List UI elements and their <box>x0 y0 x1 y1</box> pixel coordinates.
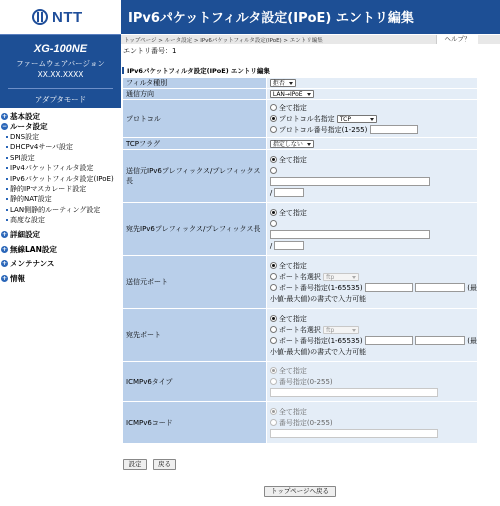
mode-label: アダプタモード <box>8 88 113 105</box>
page-title: IPv6パケットフィルタ設定(IPoE) エントリ編集 <box>128 11 414 26</box>
dst-port-name-radio[interactable] <box>270 326 277 333</box>
icmp-code-input[interactable] <box>270 429 438 438</box>
submenu-label: 静的IPマスカレード設定 <box>10 185 87 194</box>
bullet-icon <box>6 188 8 190</box>
dst-prefix-all-label: 全て指定 <box>278 208 307 217</box>
submenu-label: LAN側静的ルーティング設定 <box>10 205 101 214</box>
icmp-type-input[interactable] <box>270 388 438 397</box>
bullet-icon <box>6 198 8 200</box>
filter-type-select[interactable]: 拒否 <box>270 79 296 87</box>
range-note: 小値-最大値)の書式で入力可能 <box>269 347 367 356</box>
menu-item-basic[interactable] <box>0 111 121 122</box>
entry-number: エントリ番号：1 <box>123 47 177 55</box>
set-button[interactable]: 設定 <box>123 459 147 470</box>
submenu-label: SPI設定 <box>10 153 35 162</box>
menu-label: 詳細設定 <box>10 230 40 240</box>
bullet-icon <box>6 136 8 138</box>
protocol-number-input[interactable] <box>370 125 418 134</box>
filter-form <box>122 77 478 444</box>
src-port-name-label: ポート名選択 <box>278 272 321 281</box>
menu-item-info[interactable] <box>0 273 121 284</box>
dst-prefix-length-input[interactable] <box>274 241 304 250</box>
dst-port-all-label: 全て指定 <box>278 314 307 323</box>
dst-prefix-specify-radio[interactable] <box>270 220 277 227</box>
src-prefix-all-label: 全て指定 <box>278 155 307 164</box>
dst-port-from-input[interactable] <box>365 336 413 345</box>
menu-label: 情報 <box>10 273 25 283</box>
protocol-label: プロトコル <box>123 100 267 138</box>
plus-icon: + <box>1 274 8 282</box>
menu-item-wireless[interactable] <box>0 244 121 255</box>
plus-icon: + <box>1 231 8 239</box>
breadcrumb[interactable]: トップページ > ルータ設定 > IPv6パケットフィルタ設定(IPoE) > エントリ編集 <box>124 38 323 44</box>
firmware-label: ファームウェアバージョン <box>16 59 105 68</box>
menu-label: 基本設定 <box>10 111 40 121</box>
icmp-code-label: ICMPv6コード <box>123 402 267 444</box>
bullet-icon <box>6 219 8 221</box>
slash-text: / <box>269 241 273 250</box>
protocol-name-label: プロトコル名指定 <box>278 114 335 123</box>
submenu-item-lan-routing[interactable] <box>0 205 121 215</box>
back-button[interactable]: 戻る <box>153 459 176 470</box>
dst-port-all-radio[interactable] <box>270 315 277 322</box>
plus-icon: + <box>1 245 8 253</box>
dst-port-number-radio[interactable] <box>270 337 277 344</box>
submenu-label: DNS設定 <box>10 133 40 141</box>
submenu-item-dhcpv4[interactable] <box>0 142 121 152</box>
src-port-name-select[interactable]: ftp <box>323 273 359 281</box>
row-icmp-type <box>123 362 478 402</box>
submenu-item-dns[interactable] <box>0 132 121 142</box>
dst-port-to-input[interactable] <box>415 336 465 345</box>
submenu-item-ipv4-filter[interactable] <box>0 163 121 173</box>
protocol-all-label: 全て指定 <box>278 103 307 112</box>
icmp-type-all-label: 全て指定 <box>278 366 307 375</box>
src-port-number-radio[interactable] <box>270 284 277 291</box>
side-menu <box>0 108 121 284</box>
dst-prefix-all-radio[interactable] <box>270 209 277 216</box>
plus-icon: + <box>1 260 8 268</box>
filter-type-label: フィルタ種別 <box>123 78 267 89</box>
src-prefix-specify-radio[interactable] <box>270 167 277 174</box>
dst-port-number-label: ポート番号指定(1-65535) <box>278 336 363 345</box>
model-name: XG-100NE <box>33 43 88 55</box>
icmp-code-all-label: 全て指定 <box>278 407 307 416</box>
protocol-name-select[interactable]: TCP <box>337 115 377 123</box>
src-port-all-label: 全て指定 <box>278 261 307 270</box>
row-protocol <box>123 100 478 138</box>
device-info-panel <box>0 34 121 108</box>
submenu-item-ipv6-filter[interactable] <box>0 174 121 184</box>
submenu-item-advanced[interactable] <box>0 215 121 225</box>
menu-label: ルータ設定 <box>10 122 48 132</box>
icmp-type-number-radio[interactable] <box>270 378 277 385</box>
range-hint: (最 <box>467 336 477 345</box>
section-title <box>122 66 270 75</box>
range-hint: (最 <box>467 283 477 292</box>
bullet-icon <box>6 157 8 159</box>
dst-prefix-label: 宛先IPv6プレフィックス/プレフィックス長 <box>123 203 267 256</box>
submenu-item-static-nat[interactable] <box>0 194 121 204</box>
menu-item-detail[interactable] <box>0 230 121 241</box>
protocol-number-label: プロトコル番号指定(1-255) <box>278 125 368 134</box>
row-direction <box>123 89 478 100</box>
src-port-from-input[interactable] <box>365 283 413 292</box>
tcp-flag-label: TCPフラグ <box>123 138 267 150</box>
breadcrumb-bar <box>121 35 500 44</box>
submenu-label: 高度な設定 <box>10 216 45 225</box>
row-dst-prefix <box>123 203 478 256</box>
menu-item-router[interactable] <box>0 122 121 133</box>
src-prefix-all-radio[interactable] <box>270 156 277 163</box>
dst-port-name-label: ポート名選択 <box>278 325 321 334</box>
src-port-all-radio[interactable] <box>270 262 277 269</box>
icmp-type-label: ICMPv6タイプ <box>123 362 267 402</box>
row-icmp-code <box>123 402 478 444</box>
submenu-item-spi[interactable] <box>0 153 121 163</box>
src-port-name-radio[interactable] <box>270 273 277 280</box>
bullet-icon <box>6 209 8 211</box>
dst-port-name-select[interactable]: ftp <box>323 326 359 334</box>
logo-text: NTT <box>52 8 83 26</box>
submenu-label: IPv4パケットフィルタ設定 <box>10 164 94 173</box>
protocol-all-radio[interactable] <box>270 104 277 111</box>
range-note: 小値-最大値)の書式で入力可能 <box>269 294 367 303</box>
row-tcp-flag <box>123 138 478 150</box>
row-src-prefix <box>123 150 478 203</box>
page-header <box>121 0 500 34</box>
icmp-code-number-radio[interactable] <box>270 419 277 426</box>
slash-text: / <box>269 188 273 197</box>
submenu-item-static-masquerade[interactable] <box>0 184 121 194</box>
icmp-type-all-radio[interactable] <box>270 367 277 374</box>
menu-label: メンテナンス <box>10 259 55 269</box>
ntt-logo <box>0 0 121 34</box>
submenu-label: DHCPv4サーバ設定 <box>10 143 74 152</box>
ntt-logo-icon <box>32 9 48 25</box>
src-port-number-label: ポート番号指定(1-65535) <box>278 283 363 292</box>
menu-item-maintenance[interactable] <box>0 259 121 270</box>
menu-label: 無線LAN設定 <box>10 244 57 254</box>
section-title-text: IPv6パケットフィルタ設定(IPoE) エントリ編集 <box>127 67 270 75</box>
direction-select[interactable]: LAN→IPoE <box>270 90 314 98</box>
submenu-label: IPv6パケットフィルタ設定(IPoE) <box>10 174 114 183</box>
bullet-icon <box>6 167 8 169</box>
section-bar-icon <box>122 67 124 74</box>
src-prefix-address-input[interactable] <box>270 177 430 186</box>
plus-icon: + <box>1 112 8 120</box>
src-port-to-input[interactable] <box>415 283 465 292</box>
icmp-code-number-label: 番号指定(0-255) <box>278 418 333 427</box>
minus-icon: − <box>1 123 8 131</box>
protocol-number-radio[interactable] <box>270 126 277 133</box>
src-prefix-length-input[interactable] <box>274 188 304 197</box>
row-dst-port <box>123 309 478 362</box>
firmware-version: XX.XX.XXXX <box>37 70 84 79</box>
icmp-code-all-radio[interactable] <box>270 408 277 415</box>
row-src-port <box>123 256 478 309</box>
protocol-name-radio[interactable] <box>270 115 277 122</box>
icmp-type-number-label: 番号指定(0-255) <box>278 377 333 386</box>
tcp-flag-select[interactable]: 指定しない <box>270 140 314 148</box>
submenu-label: 静的NAT設定 <box>10 195 52 204</box>
row-filter-type <box>123 78 478 89</box>
top-page-button[interactable]: トップページへ戻る <box>264 486 336 497</box>
bullet-icon <box>6 146 8 148</box>
bullet-icon <box>6 178 8 180</box>
help-button[interactable]: ヘルプ？ <box>436 35 478 44</box>
sidebar <box>0 0 121 506</box>
src-port-label: 送信元ポート <box>123 256 267 309</box>
direction-label: 通信方向 <box>123 89 267 100</box>
src-prefix-label: 送信元IPv6プレフィックス/プレフィックス長 <box>123 150 267 203</box>
dst-prefix-address-input[interactable] <box>270 230 430 239</box>
dst-port-label: 宛先ポート <box>123 309 267 362</box>
